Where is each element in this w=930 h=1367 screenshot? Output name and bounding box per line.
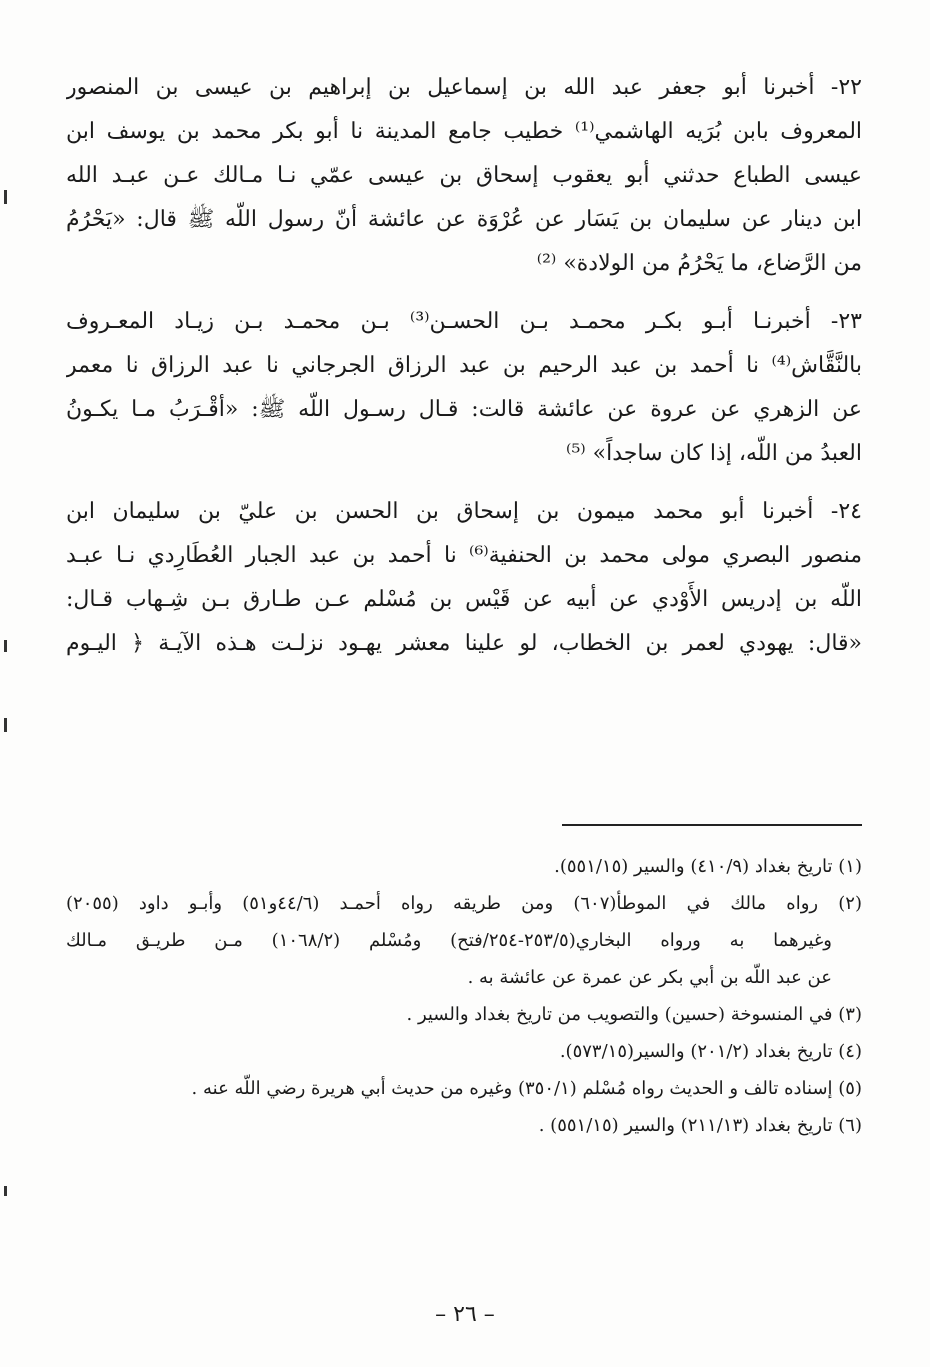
footnote-separator xyxy=(562,824,862,826)
footnote-2: (٢) رواه مالك في الموطأ(٦٠٧) ومن طريقه رواه أحمـد (٤٤/٦و٥١) وأبـو داود (٢٠٥٥) xyxy=(66,893,862,914)
footnote-5: (٥) إسناده تالف و الحديث رواه مُسْلم (٣٥٠/١) وغيره من حديث أبي هريرة رضي اللّه عنه . xyxy=(191,1078,862,1099)
text-line: من الرَّضاع، ما يَحْرُمُ من الولادة» ⁽²⁾ xyxy=(536,251,862,276)
text-line: العبدُ من اللّه، إذا كان ساجداً» ⁽⁵⁾ xyxy=(566,441,862,466)
text-line: «قال: يهودي لعمر بن الخطاب، لو علينا معشر يهـود نزلـت هـذه الآيـة ﴿ اليـوم xyxy=(66,631,862,656)
hadith-23 xyxy=(66,300,862,476)
text-line: ٢٢- أخبرنا أبو جعفر عبد الله بن إسماعيل بن إبراهيم بن عيسى بن المنصور xyxy=(66,75,862,100)
page-number: – ٢٦ – xyxy=(435,1302,495,1327)
footnote-3: (٣) في المنسوخة (حسين) والتصويب من تاريخ بغداد والسير . xyxy=(406,1004,862,1025)
text-line: عيسى الطباع حدثني أبو يعقوب إسحاق بن عيسى عمّي نـا مـالك عـن عبـد الله xyxy=(66,163,862,188)
scan-margin-mark xyxy=(4,640,7,652)
footnote-1: (١) تاريخ بغداد (٤١٠/٩) والسير (٥٥١/١٥). xyxy=(554,856,862,877)
text-line: اللّه بن إدريس الأَوْدي عن أبيه عن قَيْس بن مُسْلم عـن طـارق بـن شِـهاب قـال: xyxy=(66,587,862,612)
text-line: المعروف بابن بُرَيه الهاشمي⁽¹⁾ خطيب جامع المدينة نا أبو بكر محمد بن يوسف ابن xyxy=(66,119,862,144)
text-line: ٢٣- أخبرنـا أبـو بكـر محمـد بـن الحسـن⁽³⁾ بـن محمـد بـن زيـاد المعـروف xyxy=(66,309,862,334)
text-line: منصور البصري مولى محمد بن الحنفية⁽⁶⁾ نا أحمد بن عبد الجبار العُطَارِدي نـا عبـد xyxy=(66,543,862,568)
footnote-6: (٦) تاريخ بغداد (٢١١/١٣) والسير (٥٥١/١٥) . xyxy=(538,1115,862,1136)
hadith-24 xyxy=(66,490,862,666)
text-line: ٢٤- أخبرنا أبو محمد ميمون بن إسحاق بن الحسن بن عليّ بن سليمان ابن xyxy=(66,499,862,524)
hadith-22 xyxy=(66,66,862,286)
text-line: عن الزهري عن عروة عن عائشة قالت: قـال رسـول اللّه ﷺ: «أقْـرَبُ مـا يكـونُ xyxy=(66,397,862,422)
scan-margin-mark xyxy=(4,190,7,204)
scan-margin-mark xyxy=(4,1186,7,1196)
footnote-2-continued: عن عبد اللّه بن أبي بكر عن عمرة عن عائشة به . xyxy=(467,967,832,988)
footnote-4: (٤) تاريخ بغداد (٢٠١/٢) والسير(٥٧٣/١٥). xyxy=(559,1041,862,1062)
text-line: بالنَّقَّاش⁽⁴⁾ نا أحمد بن عبد الرحيم بن عبد الرزاق الجرجاني نا عبد الرزاق نا معمر xyxy=(66,353,862,378)
main-text xyxy=(66,66,862,680)
footnotes xyxy=(66,848,862,1144)
footnote-2-continued: وغيرهما به ورواه البخاري(٢٥٣/٥-٢٥٤/فتح) ومُسْلم (١٠٦٨/٢) مـن طريـق مـالك xyxy=(66,930,832,951)
scan-margin-mark xyxy=(4,718,7,732)
text-line: ابن دينار عن سليمان بن يَسَار عن عُرْوَة عن عائشة أنّ رسول اللّه ﷺ قال: «يَحْرُمُ xyxy=(66,207,862,232)
